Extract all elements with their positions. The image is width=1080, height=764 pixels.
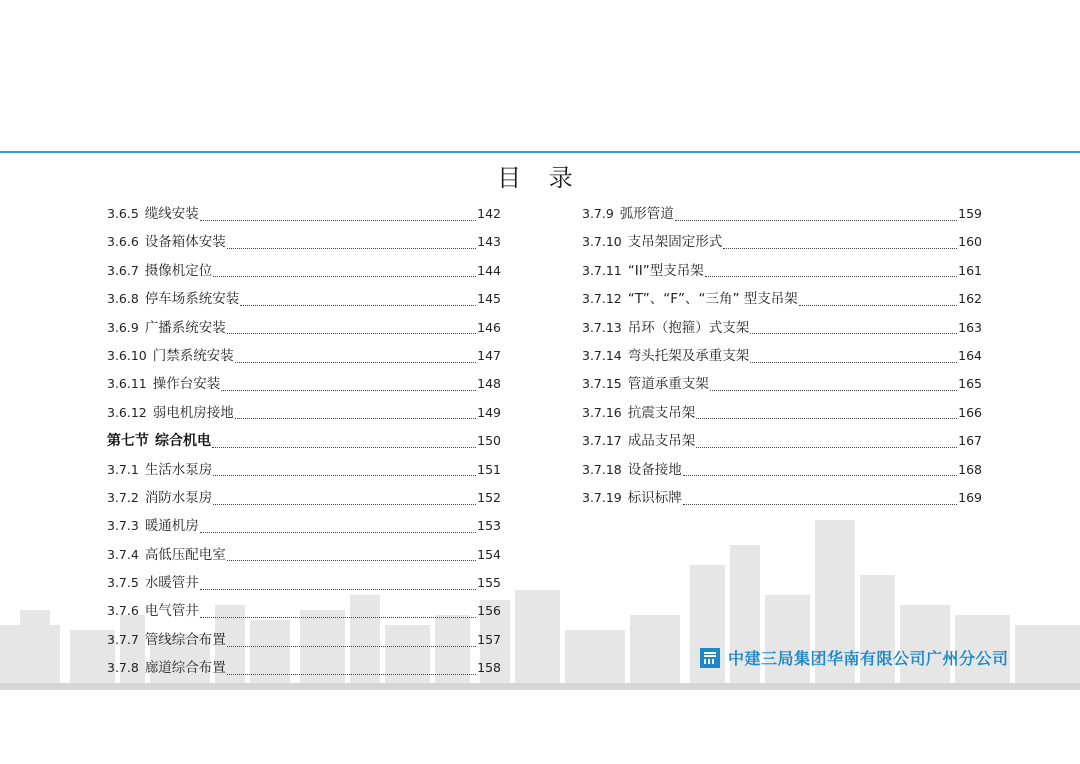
dot-leader [240, 305, 476, 306]
toc-page: 163 [958, 319, 982, 335]
toc-number: 3.7.12 [582, 291, 622, 307]
company-name: 中建三局集团华南有限公司广州分公司 [728, 649, 1009, 668]
toc-number: 3.6.11 [107, 376, 147, 392]
dot-leader [227, 333, 476, 334]
toc-page: 151 [477, 461, 501, 477]
toc-number: 3.7.9 [582, 206, 614, 221]
toc-label: 生活水泵房 [144, 461, 213, 478]
toc-page: 169 [958, 489, 982, 505]
toc-number: 3.7.17 [582, 433, 622, 449]
toc-entry[interactable] [107, 512, 501, 540]
toc-page: 168 [958, 461, 982, 477]
toc-page: 149 [477, 404, 501, 420]
toc-number: 3.7.14 [582, 347, 622, 363]
toc-section-number: 第七节 [107, 433, 149, 450]
toc-label: 缆线安装 [144, 206, 199, 222]
toc-entry[interactable] [582, 228, 982, 256]
toc-page: 160 [958, 234, 982, 250]
toc-number: 3.6.8 [107, 291, 139, 307]
toc-label: 电气管井 [144, 603, 199, 620]
dot-leader [227, 560, 476, 561]
toc-number: 3.7.8 [107, 660, 139, 676]
toc-number: 3.7.15 [582, 376, 622, 392]
toc-entry[interactable] [107, 342, 501, 370]
toc-page: 148 [477, 376, 501, 392]
dot-leader [696, 447, 957, 448]
toc-label: 高低压配电室 [144, 546, 226, 563]
dot-leader [705, 276, 957, 277]
toc-number: 3.7.7 [107, 631, 139, 647]
toc-label: 设备接地 [627, 461, 682, 478]
dot-leader [221, 390, 476, 391]
toc-number: 3.7.6 [107, 603, 139, 619]
dot-leader [227, 646, 476, 647]
toc-label: “II”型支吊架 [627, 262, 704, 279]
toc-page: 157 [477, 631, 501, 647]
dot-leader [200, 532, 476, 533]
toc-page: 143 [477, 234, 501, 250]
dot-leader [235, 418, 476, 419]
toc-page: 158 [477, 660, 501, 676]
toc-entry[interactable] [582, 427, 982, 455]
toc-label: 管线综合布置 [144, 631, 226, 648]
toc-entry[interactable] [107, 200, 501, 228]
toc-number: 3.6.7 [107, 262, 139, 278]
toc-entry[interactable] [582, 314, 982, 342]
page-title: 目 录 [497, 164, 583, 192]
dot-leader [213, 475, 476, 476]
toc-entry[interactable] [107, 257, 501, 285]
toc-label: “T”、“F”、“三角” 型支吊架 [627, 291, 798, 308]
company-logo-icon [700, 648, 720, 668]
toc-page: 154 [477, 546, 501, 562]
dot-leader [200, 589, 476, 590]
toc-number: 3.7.2 [107, 489, 139, 505]
toc-page: 162 [958, 291, 982, 307]
dot-leader [213, 504, 476, 505]
toc-page: 146 [477, 319, 501, 335]
toc-label: 弱电机房接地 [152, 404, 234, 421]
toc-label: 吊环（抱箍）式支架 [627, 319, 750, 336]
toc-entry[interactable] [107, 597, 501, 625]
toc-label: 管道承重支架 [627, 376, 709, 393]
top-rule [0, 151, 1080, 153]
toc-page: 164 [958, 347, 982, 363]
toc-label: 广播系统安装 [144, 319, 226, 336]
dot-leader [750, 362, 957, 363]
toc-page: 156 [477, 603, 501, 619]
toc-left-column [107, 200, 501, 683]
toc-number: 3.7.4 [107, 546, 139, 562]
toc-entry[interactable] [582, 342, 982, 370]
toc-number: 3.7.16 [582, 404, 622, 420]
dot-leader [683, 504, 957, 505]
toc-number: 3.7.10 [582, 234, 622, 250]
toc-entry[interactable] [107, 626, 501, 654]
toc-page: 167 [958, 433, 982, 449]
toc-number: 3.7.3 [107, 518, 139, 534]
toc-number: 3.7.18 [582, 461, 622, 477]
dot-leader [200, 220, 476, 221]
toc-label: 消防水泵房 [144, 489, 213, 506]
dot-leader [235, 362, 476, 363]
dot-leader [227, 674, 476, 675]
toc-label: 标识标牌 [627, 489, 682, 506]
toc-page: 142 [477, 206, 501, 221]
dot-leader [723, 248, 957, 249]
dot-leader [213, 276, 476, 277]
toc-entry[interactable] [107, 654, 501, 682]
toc-page: 150 [477, 433, 501, 449]
toc-entry[interactable] [582, 399, 982, 427]
toc-entry[interactable] [107, 456, 501, 484]
toc-label: 停车场系统安装 [144, 291, 240, 308]
toc-entry[interactable] [107, 569, 501, 597]
dot-leader [683, 475, 957, 476]
toc-label: 成品支吊架 [627, 433, 696, 450]
toc-page: 165 [958, 376, 982, 392]
toc-number: 3.7.1 [107, 461, 139, 477]
dot-leader [212, 447, 476, 448]
dot-leader [200, 617, 476, 618]
toc-entry[interactable] [582, 456, 982, 484]
toc-number: 3.6.5 [107, 206, 139, 221]
toc-label: 操作台安装 [152, 376, 221, 393]
toc-page: 161 [958, 262, 982, 278]
toc-number: 3.6.6 [107, 234, 139, 250]
toc-label: 弯头托架及承重支架 [627, 347, 750, 364]
dot-leader [750, 333, 957, 334]
toc-entry[interactable] [107, 228, 501, 256]
dot-leader [675, 220, 957, 221]
toc-label: 支吊架固定形式 [627, 234, 723, 251]
toc-entry[interactable] [582, 484, 982, 512]
toc-label: 抗震支吊架 [627, 404, 696, 421]
toc-number: 3.7.19 [582, 489, 622, 505]
toc-right-column [582, 200, 982, 512]
toc-entry[interactable] [107, 370, 501, 398]
toc-entry[interactable] [107, 314, 501, 342]
toc-number: 3.6.9 [107, 319, 139, 335]
toc-page: 166 [958, 404, 982, 420]
dot-leader [799, 305, 957, 306]
toc-entry[interactable] [582, 370, 982, 398]
toc-page: 153 [477, 518, 501, 534]
toc-page: 145 [477, 291, 501, 307]
toc-section-label: 综合机电 [155, 433, 211, 450]
toc-number: 3.7.5 [107, 575, 139, 591]
toc-label: 摄像机定位 [144, 262, 213, 279]
toc-entry[interactable] [107, 541, 501, 569]
toc-entry[interactable] [107, 285, 501, 313]
toc-page: 147 [477, 347, 501, 363]
toc-page: 155 [477, 575, 501, 591]
dot-leader [710, 390, 957, 391]
toc-number: 3.7.11 [582, 262, 622, 278]
toc-entry[interactable] [107, 399, 501, 427]
toc-number: 3.6.10 [107, 347, 147, 363]
toc-entry[interactable] [582, 200, 982, 228]
toc-label: 弧形管道 [619, 206, 674, 222]
toc-entry[interactable] [582, 285, 982, 313]
toc-label: 暖通机房 [144, 518, 199, 535]
toc-entry[interactable] [107, 484, 501, 512]
toc-label: 设备箱体安装 [144, 234, 226, 251]
dot-leader [696, 418, 957, 419]
toc-number: 3.6.12 [107, 404, 147, 420]
toc-number: 3.7.13 [582, 319, 622, 335]
toc-label: 门禁系统安装 [152, 347, 234, 364]
toc-label: 廊道综合布置 [144, 660, 226, 677]
toc-section-entry[interactable] [107, 427, 501, 455]
toc-page: 159 [958, 206, 982, 221]
toc-label: 水暖管井 [144, 575, 199, 592]
toc-entry[interactable] [582, 257, 982, 285]
toc-page: 152 [477, 489, 501, 505]
company-logo [700, 646, 1009, 669]
dot-leader [227, 248, 476, 249]
toc-page: 144 [477, 262, 501, 278]
